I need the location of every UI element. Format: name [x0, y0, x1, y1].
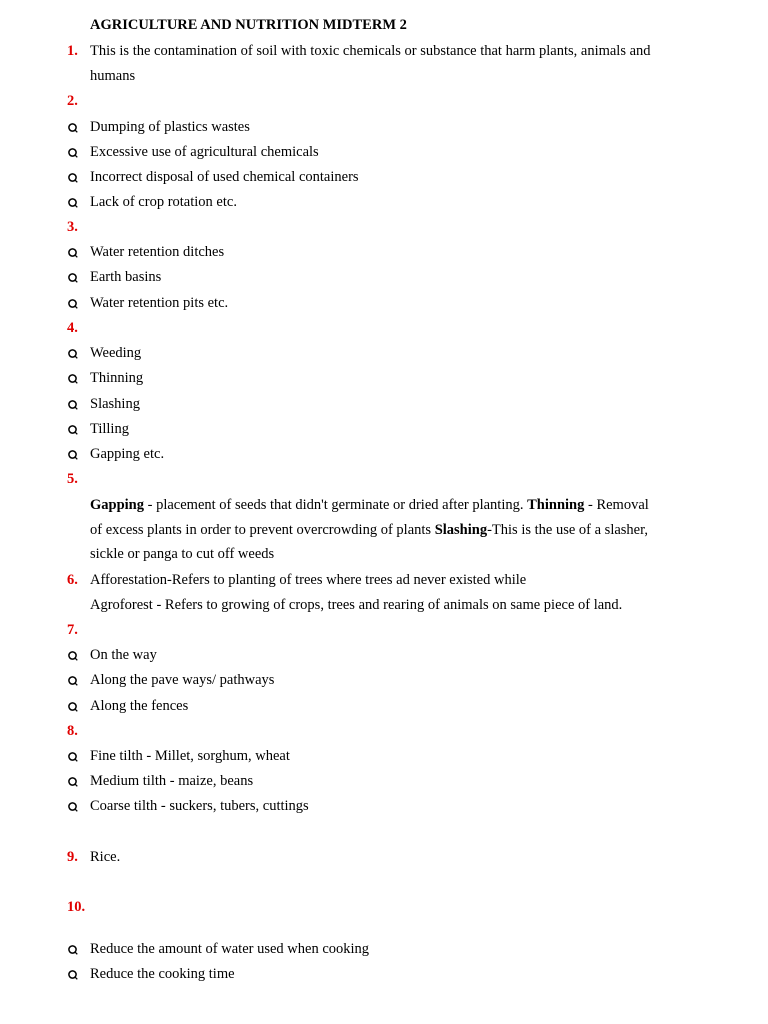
- document-title: AGRICULTURE AND NUTRITION MIDTERM 2: [90, 17, 407, 33]
- term-gapping: Gapping: [90, 497, 144, 513]
- bullet-icon: [67, 420, 80, 438]
- answer-3-item: Earth basins: [90, 269, 162, 285]
- bullet-icon: [67, 243, 80, 261]
- definition-thinning-continued: of excess plants in order to prevent overcrowding of plants: [90, 522, 435, 538]
- answer-7-item: Along the fences: [90, 698, 189, 714]
- bullet-icon: [67, 940, 80, 958]
- answer-4-item: Weeding: [90, 345, 142, 361]
- definition-slashing: -This is the use of a slasher,: [487, 522, 648, 538]
- bullet-icon: [67, 168, 80, 186]
- question-number-5: 5.: [67, 471, 78, 487]
- bullet-icon: [67, 697, 80, 715]
- answer-6-line-1: Afforestation-Refers to planting of trees where trees ad never existed while: [90, 572, 527, 588]
- question-number-10: 10.: [67, 899, 86, 915]
- term-slashing: Slashing: [434, 522, 488, 538]
- bullet-icon: [67, 344, 80, 362]
- answer-2-item: Lack of crop rotation etc.: [90, 194, 237, 210]
- answer-6-line-2: Agroforest - Refers to growing of crops, trees and rearing of animals on same piece of land.: [90, 597, 623, 613]
- answer-8-item: Fine tilth - Millet, sorghum, wheat: [90, 748, 290, 764]
- definition-thinning: - Removal: [584, 497, 649, 513]
- definition-gapping: - placement of seeds that didn't germinate or dried after planting.: [144, 497, 528, 513]
- answer-5-line-2: [90, 521, 700, 539]
- bullet-icon: [67, 671, 80, 689]
- answer-10-item: Reduce the amount of water used when cooking: [90, 941, 370, 957]
- term-thinning: Thinning: [527, 497, 585, 513]
- bullet-icon: [67, 747, 80, 765]
- question-number-9: 9.: [67, 849, 78, 865]
- question-number-7: 7.: [67, 622, 78, 638]
- question-number-6: 6.: [67, 572, 78, 588]
- bullet-icon: [67, 193, 80, 211]
- question-number-4: 4.: [67, 320, 78, 336]
- bullet-icon: [67, 445, 80, 463]
- bullet-icon: [67, 797, 80, 815]
- question-number-3: 3.: [67, 219, 78, 235]
- bullet-icon: [67, 965, 80, 983]
- answer-2-item: Incorrect disposal of used chemical containers: [90, 169, 359, 185]
- answer-7-item: Along the pave ways/ pathways: [90, 672, 275, 688]
- answer-2-item: Excessive use of agricultural chemicals: [90, 144, 319, 160]
- bullet-icon: [67, 143, 80, 161]
- bullet-icon: [67, 646, 80, 664]
- answer-8-item: Coarse tilth - suckers, tubers, cuttings: [90, 798, 309, 814]
- bullet-icon: [67, 395, 80, 413]
- answer-5-line-1: [90, 496, 700, 514]
- answer-3-item: Water retention pits etc.: [90, 295, 229, 311]
- answer-2-item: Dumping of plastics wastes: [90, 119, 250, 135]
- answer-1-line-2: humans: [90, 68, 136, 84]
- question-number-1: 1.: [67, 43, 78, 59]
- answer-1-line-1: This is the contamination of soil with toxic chemicals or substance that harm plants, animals and: [90, 43, 651, 59]
- answer-4-item: Tilling: [90, 421, 129, 437]
- answer-4-item: Gapping etc.: [90, 446, 165, 462]
- bullet-icon: [67, 118, 80, 136]
- answer-9: Rice.: [90, 849, 121, 865]
- bullet-icon: [67, 369, 80, 387]
- answer-7-item: On the way: [90, 647, 157, 663]
- question-number-2: 2.: [67, 93, 78, 109]
- answer-3-item: Water retention ditches: [90, 244, 225, 260]
- answer-5-line-3: sickle or panga to cut off weeds: [90, 546, 275, 562]
- answer-4-item: Thinning: [90, 370, 144, 386]
- question-number-8: 8.: [67, 723, 78, 739]
- bullet-icon: [67, 268, 80, 286]
- bullet-icon: [67, 772, 80, 790]
- answer-10-item: Reduce the cooking time: [90, 966, 235, 982]
- answer-4-item: Slashing: [90, 396, 140, 412]
- bullet-icon: [67, 294, 80, 312]
- answer-8-item: Medium tilth - maize, beans: [90, 773, 254, 789]
